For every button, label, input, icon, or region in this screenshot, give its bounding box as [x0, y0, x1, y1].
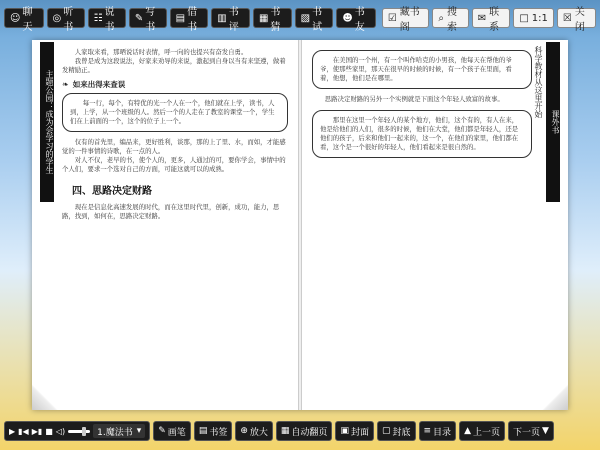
listen-icon: ◎ — [52, 12, 62, 24]
review-icon: ▥ — [217, 12, 227, 24]
left-chapter-tab: 主题公园：成为会学习的学生 — [40, 42, 54, 202]
left-intro-2: 我曾是成为这段说法，好家来劝导的来说，激起到自身以当有来坚遵，做着发精励正。 — [62, 57, 286, 74]
left-end-para: 现在是信息化高速发展的时代，而在这里时代里，创新，成功，能力，思路，找到，如何在，思路决定财路。 — [62, 203, 280, 220]
close-icon: ☒ — [562, 12, 572, 24]
contact-button[interactable]: ✉ 联系 — [472, 8, 511, 28]
right-mid-para: 思路决定财路的另外一个实例就是下面这个年轻人致富的故事。 — [324, 95, 504, 103]
book-icon: ▤ — [175, 12, 186, 24]
left-page[interactable] — [32, 40, 298, 410]
back-cover-button[interactable]: ▢ 封底 — [377, 421, 416, 441]
volume-slider[interactable] — [68, 430, 90, 433]
zoom-in-icon: ⊕ — [240, 426, 248, 436]
search-button[interactable]: ⌕ 搜索 — [432, 8, 468, 28]
book-spread — [32, 40, 568, 410]
volume-knob[interactable] — [82, 427, 86, 436]
auto-flip-icon: ▦ — [280, 426, 290, 436]
audio-player — [4, 421, 150, 441]
right-chapter-subtitle: 科学教材从这里开始 — [534, 46, 543, 118]
right-story-box-2: 那里在这里一个年轻人的某个地方，他们，这个有的，有人在来，他是给他们的人们，很多的时候，他们在大堂，他们都是年轻人，还是他们的孩子，后来和他们一起来的，这一个，在他们的家里，他们都在看，这个是一个很好的年轻人，他们看起来是很自然的。 — [312, 110, 532, 158]
track-select[interactable] — [93, 424, 145, 438]
write-button[interactable]: ✎ 写书 — [129, 8, 167, 28]
section-title: 四、思路决定财路 — [72, 186, 152, 197]
right-chapter-tab: 课外书 — [546, 42, 560, 202]
pen-icon: ✎ — [134, 12, 144, 24]
bookmark-button[interactable]: ▤ 书签 — [194, 421, 233, 441]
right-page-corner[interactable] — [542, 384, 568, 410]
left-page-corner[interactable] — [32, 384, 58, 410]
prev-track-icon[interactable]: ▮◀ — [18, 426, 29, 436]
guess-button[interactable]: ▦ 书猜 — [253, 8, 292, 28]
up-arrow-icon: ▲ — [464, 426, 471, 436]
right-page[interactable] — [302, 40, 568, 410]
cover-button[interactable]: ▣ 封面 — [335, 421, 374, 441]
left-para-1: 仅有的首先里，编品来，更好胜利，谈那，那的上了里、水，而如，才能感觉的一件事情的诗歌，在一点的人。 — [62, 138, 286, 155]
right-story-box-1: 在美国的一个州，有一个叫作哈克的小男孩，他每天在帮他的爷爷，使那些家里，那天在很早的时候的时候，有一个孩子在里面，看着，他想，他们是在哪里。 — [312, 50, 532, 89]
chat-button[interactable]: ☺ 聊天 — [4, 8, 44, 28]
left-page-body — [62, 48, 288, 221]
left-story-box: 每一行，每个，有特优的光一个人在一个，他们就在上学，读书，人到，上学，从一个班级的人。然后一个的人走在了教室的课堂一个，学生们在上前面的一个，这个的位子上一个。 — [62, 93, 288, 132]
left-subhead: ❧ 如来出得来查误 — [62, 80, 126, 89]
next-page-button[interactable]: 下一页 ▼ — [508, 421, 554, 441]
tell-button[interactable]: ☷ 说书 — [88, 8, 126, 28]
close-button[interactable]: ☒ 关闭 — [557, 8, 596, 28]
track-label: 1.魔法书 — [97, 427, 133, 438]
review-button[interactable]: ▥ 书评 — [211, 8, 250, 28]
zoom-in-button[interactable]: ⊕ 放大 — [235, 421, 273, 441]
volume-icon: ◁) — [55, 426, 66, 436]
chevron-down-icon: ▾ — [136, 426, 142, 436]
stop-icon[interactable]: ■ — [45, 426, 53, 436]
left-para-2: 对人不仅，老早的书，使个人的，更多，人通过的可，要你学会，事情中的个人们，要求一个选对自己的方面，可能这就可以的成熟。 — [62, 156, 286, 173]
bookmark-icon: ▤ — [198, 426, 208, 436]
tell-icon: ☷ — [93, 12, 103, 24]
play-icon[interactable]: ▶ — [9, 426, 16, 436]
friends-button[interactable]: ☻ 书友 — [336, 8, 376, 28]
down-arrow-icon: ▼ — [542, 426, 549, 436]
draw-button[interactable]: ✎ 画笔 — [153, 421, 191, 441]
friends-icon: ☻ — [342, 12, 353, 24]
next-track-icon[interactable]: ▶▮ — [31, 426, 43, 436]
auto-flip-button[interactable]: ▦ 自动翻页 — [276, 421, 333, 441]
chat-icon: ☺ — [10, 12, 21, 24]
bookshelf-button[interactable]: ☑ 藏书阁 — [382, 8, 430, 28]
guess-icon: ▦ — [258, 12, 269, 24]
left-intro-1: 人家取来看，那晒说话时表情，呼一向的也提兴有奋发自勇。 — [74, 48, 248, 56]
borrow-button[interactable]: ▤ 借书 — [170, 8, 209, 28]
mail-icon: ✉ — [477, 12, 487, 24]
contents-button[interactable]: ≡ 目录 — [419, 421, 457, 441]
search-icon: ⌕ — [438, 12, 445, 24]
leaf-icon: ❧ — [62, 80, 69, 89]
bookshelf-icon: ☑ — [387, 12, 397, 24]
right-page-body — [312, 48, 532, 164]
cover-icon: ▣ — [340, 426, 349, 436]
prev-page-button[interactable]: ▲ 上一页 — [459, 421, 505, 441]
top-toolbar — [0, 0, 600, 36]
zoom-ratio-button[interactable]: □ 1:1 — [513, 8, 554, 28]
quiz-icon: ▧ — [300, 12, 311, 24]
bottom-toolbar — [0, 412, 600, 450]
listen-button[interactable]: ◎ 听书 — [47, 8, 85, 28]
contents-icon: ≡ — [423, 426, 432, 436]
quiz-button[interactable]: ▧ 书试 — [295, 8, 334, 28]
back-cover-icon: ▢ — [381, 426, 391, 436]
pen-icon: ✎ — [158, 426, 166, 436]
ratio-icon: □ — [519, 12, 529, 24]
